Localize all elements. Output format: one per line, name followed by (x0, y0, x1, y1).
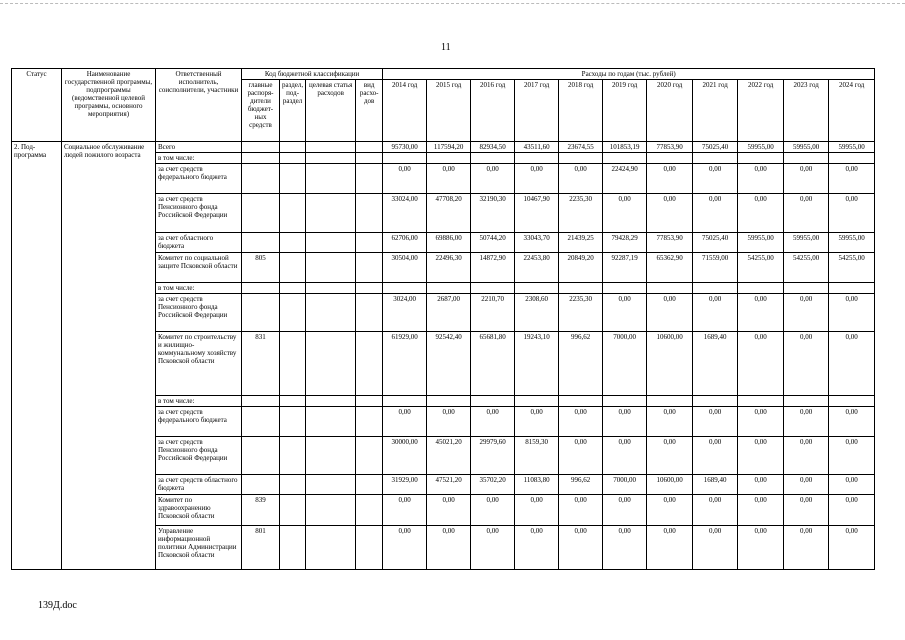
value-cell: 0,00 (603, 194, 647, 233)
value-cell: 43511,60 (515, 142, 559, 153)
section-cell (280, 142, 306, 153)
value-cell: 32190,30 (471, 194, 515, 233)
value-cell: 20849,20 (559, 253, 603, 283)
value-cell (471, 153, 515, 164)
scan-border-line (0, 3, 905, 4)
value-cell: 0,00 (559, 164, 603, 194)
value-cell: 79428,29 (603, 233, 647, 253)
value-cell: 0,00 (559, 526, 603, 570)
expense-type-cell (356, 283, 383, 294)
row-label-cell: в том числе: (156, 153, 242, 164)
budget-code-cell (242, 283, 280, 294)
target-item-cell (306, 164, 356, 194)
value-cell: 0,00 (559, 437, 603, 475)
budget-table (11, 68, 875, 570)
target-item-cell (306, 475, 356, 495)
section-cell (280, 396, 306, 407)
value-cell: 0,00 (427, 526, 471, 570)
value-cell: 2235,30 (559, 194, 603, 233)
value-cell (693, 153, 738, 164)
value-cell: 23674,55 (559, 142, 603, 153)
value-cell: 0,00 (383, 407, 427, 437)
value-cell: 0,00 (427, 407, 471, 437)
value-cell: 0,00 (515, 526, 559, 570)
budget-code-cell (242, 153, 280, 164)
value-cell: 0,00 (693, 294, 738, 332)
status-cell: 2. Под-программа (12, 142, 62, 570)
expense-type-cell (356, 294, 383, 332)
section-cell (280, 283, 306, 294)
value-cell: 0,00 (647, 194, 693, 233)
row-label-cell: Комитет по строительству и жилищно-коммунальному хозяйству Псковской области (156, 332, 242, 396)
section-cell (280, 294, 306, 332)
program-name-cell: Социальное обслуживание людей пожилого возраста (62, 142, 156, 570)
section-cell (280, 253, 306, 283)
value-cell: 0,00 (829, 164, 875, 194)
budget-code-cell (242, 475, 280, 495)
value-cell: 7000,00 (603, 332, 647, 396)
value-cell (515, 283, 559, 294)
header-status: Статус (12, 69, 62, 142)
value-cell: 0,00 (647, 526, 693, 570)
value-cell: 45021,20 (427, 437, 471, 475)
value-cell: 2687,00 (427, 294, 471, 332)
value-cell: 77853,90 (647, 142, 693, 153)
value-cell: 0,00 (738, 294, 784, 332)
section-cell (280, 153, 306, 164)
section-cell (280, 332, 306, 396)
value-cell (693, 283, 738, 294)
value-cell: 0,00 (738, 437, 784, 475)
budget-code-cell (242, 407, 280, 437)
value-cell: 0,00 (738, 475, 784, 495)
row-label-cell: за счет средств областного бюджета (156, 475, 242, 495)
value-cell (829, 283, 875, 294)
header-expenses: Расходы по годам (тыс. рублей) (383, 69, 875, 80)
header-section: раздел, под-раздел (280, 80, 306, 142)
expense-type-cell (356, 233, 383, 253)
value-cell: 2210,70 (471, 294, 515, 332)
value-cell: 33043,70 (515, 233, 559, 253)
value-cell: 0,00 (829, 294, 875, 332)
value-cell: 3024,00 (383, 294, 427, 332)
value-cell: 92287,19 (603, 253, 647, 283)
value-cell (603, 283, 647, 294)
budget-code-cell: 831 (242, 332, 280, 396)
value-cell: 0,00 (515, 407, 559, 437)
value-cell (559, 153, 603, 164)
page-number: 11 (441, 42, 451, 53)
table-body (12, 142, 875, 570)
value-cell (784, 396, 829, 407)
budget-code-cell (242, 142, 280, 153)
value-cell: 0,00 (471, 526, 515, 570)
value-cell: 0,00 (383, 164, 427, 194)
value-cell: 10600,00 (647, 332, 693, 396)
section-cell (280, 233, 306, 253)
value-cell (647, 283, 693, 294)
value-cell: 0,00 (383, 526, 427, 570)
value-cell: 0,00 (738, 332, 784, 396)
budget-code-cell (242, 294, 280, 332)
value-cell: 0,00 (784, 437, 829, 475)
value-cell: 0,00 (784, 495, 829, 526)
value-cell: 0,00 (471, 495, 515, 526)
target-item-cell (306, 142, 356, 153)
table-row (12, 142, 875, 153)
budget-code-cell (242, 194, 280, 233)
budget-code-cell (242, 437, 280, 475)
value-cell: 59955,00 (784, 233, 829, 253)
value-cell: 0,00 (603, 437, 647, 475)
value-cell: 996,62 (559, 332, 603, 396)
value-cell: 0,00 (559, 495, 603, 526)
value-cell (427, 396, 471, 407)
target-item-cell (306, 407, 356, 437)
row-label-cell: в том числе: (156, 396, 242, 407)
value-cell: 0,00 (693, 495, 738, 526)
value-cell (829, 396, 875, 407)
value-cell (515, 153, 559, 164)
target-item-cell (306, 194, 356, 233)
value-cell: 0,00 (829, 495, 875, 526)
value-cell: 22453,80 (515, 253, 559, 283)
value-cell: 82934,50 (471, 142, 515, 153)
year-header: 2018 год (559, 80, 603, 142)
value-cell: 61929,00 (383, 332, 427, 396)
value-cell (515, 396, 559, 407)
row-label-cell: Комитет по здравоохранению Псковской области (156, 495, 242, 526)
value-cell (559, 283, 603, 294)
value-cell: 47521,20 (427, 475, 471, 495)
value-cell: 59955,00 (784, 142, 829, 153)
value-cell: 0,00 (647, 495, 693, 526)
value-cell: 10600,00 (647, 475, 693, 495)
value-cell: 0,00 (471, 164, 515, 194)
header-row-1 (12, 69, 875, 80)
value-cell: 69886,00 (427, 233, 471, 253)
value-cell: 10467,90 (515, 194, 559, 233)
expense-type-cell (356, 332, 383, 396)
expense-type-cell (356, 475, 383, 495)
value-cell: 0,00 (515, 495, 559, 526)
value-cell: 0,00 (784, 475, 829, 495)
value-cell: 0,00 (515, 164, 559, 194)
section-cell (280, 164, 306, 194)
value-cell: 0,00 (829, 475, 875, 495)
value-cell: 59955,00 (738, 142, 784, 153)
value-cell (603, 396, 647, 407)
value-cell: 0,00 (829, 407, 875, 437)
value-cell (784, 283, 829, 294)
value-cell (647, 396, 693, 407)
section-cell (280, 475, 306, 495)
header-target-item: целевая статья расходов (306, 80, 356, 142)
value-cell: 0,00 (693, 164, 738, 194)
value-cell: 0,00 (829, 332, 875, 396)
value-cell: 0,00 (738, 526, 784, 570)
value-cell: 0,00 (784, 407, 829, 437)
expense-type-cell (356, 396, 383, 407)
value-cell: 0,00 (738, 495, 784, 526)
value-cell: 75025,40 (693, 142, 738, 153)
value-cell: 47708,20 (427, 194, 471, 233)
row-label-cell: за счет средств Пенсионного фонда Российской Федерации (156, 194, 242, 233)
year-header: 2017 год (515, 80, 559, 142)
target-item-cell (306, 153, 356, 164)
header-expense-type: вид расхо-дов (356, 80, 383, 142)
value-cell: 0,00 (427, 495, 471, 526)
value-cell: 22496,30 (427, 253, 471, 283)
value-cell (559, 396, 603, 407)
target-item-cell (306, 526, 356, 570)
value-cell: 65362,90 (647, 253, 693, 283)
value-cell: 35702,20 (471, 475, 515, 495)
budget-code-cell (242, 233, 280, 253)
value-cell: 0,00 (829, 194, 875, 233)
expense-type-cell (356, 437, 383, 475)
budget-code-cell (242, 164, 280, 194)
row-label-cell: Комитет по социальной защите Псковской области (156, 253, 242, 283)
value-cell: 0,00 (603, 526, 647, 570)
target-item-cell (306, 294, 356, 332)
target-item-cell (306, 233, 356, 253)
value-cell: 54255,00 (784, 253, 829, 283)
value-cell: 0,00 (603, 407, 647, 437)
value-cell (829, 153, 875, 164)
value-cell: 117594,20 (427, 142, 471, 153)
header-main-managers: главные распоря-дители бюджет-ных средств (242, 80, 280, 142)
value-cell: 92542,40 (427, 332, 471, 396)
value-cell: 62706,00 (383, 233, 427, 253)
year-header: 2023 год (784, 80, 829, 142)
value-cell (738, 396, 784, 407)
value-cell: 0,00 (784, 194, 829, 233)
section-cell (280, 437, 306, 475)
value-cell (383, 396, 427, 407)
year-header: 2019 год (603, 80, 647, 142)
value-cell: 59955,00 (829, 233, 875, 253)
row-label-cell: в том числе: (156, 283, 242, 294)
section-cell (280, 526, 306, 570)
expense-type-cell (356, 526, 383, 570)
section-cell (280, 194, 306, 233)
expense-type-cell (356, 407, 383, 437)
value-cell (471, 396, 515, 407)
year-header: 2016 год (471, 80, 515, 142)
value-cell: 11083,80 (515, 475, 559, 495)
expense-type-cell (356, 495, 383, 526)
value-cell: 59955,00 (738, 233, 784, 253)
section-cell (280, 407, 306, 437)
value-cell: 2235,30 (559, 294, 603, 332)
value-cell: 0,00 (784, 332, 829, 396)
value-cell (784, 153, 829, 164)
value-cell (471, 283, 515, 294)
value-cell: 14872,90 (471, 253, 515, 283)
value-cell: 7000,00 (603, 475, 647, 495)
value-cell: 0,00 (693, 194, 738, 233)
value-cell: 30504,00 (383, 253, 427, 283)
value-cell: 101853,19 (603, 142, 647, 153)
value-cell: 0,00 (559, 407, 603, 437)
expense-type-cell (356, 194, 383, 233)
value-cell: 0,00 (427, 164, 471, 194)
target-item-cell (306, 283, 356, 294)
value-cell: 0,00 (383, 495, 427, 526)
expense-type-cell (356, 153, 383, 164)
value-cell: 0,00 (603, 294, 647, 332)
year-header: 2022 год (738, 80, 784, 142)
row-label-cell: за счет средств Пенсионного фонда Российской Федерации (156, 294, 242, 332)
year-header: 2024 год (829, 80, 875, 142)
value-cell (383, 153, 427, 164)
year-header: 2020 год (647, 80, 693, 142)
row-label-cell: за счет областного бюджета (156, 233, 242, 253)
value-cell: 0,00 (693, 526, 738, 570)
value-cell: 0,00 (784, 164, 829, 194)
value-cell: 0,00 (693, 437, 738, 475)
value-cell: 59955,00 (829, 142, 875, 153)
value-cell (647, 153, 693, 164)
value-cell: 95730,00 (383, 142, 427, 153)
target-item-cell (306, 495, 356, 526)
value-cell: 75025,40 (693, 233, 738, 253)
row-label-cell: за счет средств федерального бюджета (156, 407, 242, 437)
value-cell (427, 283, 471, 294)
value-cell: 31929,00 (383, 475, 427, 495)
value-cell: 33024,00 (383, 194, 427, 233)
expense-type-cell (356, 142, 383, 153)
target-item-cell (306, 253, 356, 283)
value-cell: 1689,40 (693, 332, 738, 396)
value-cell (738, 153, 784, 164)
value-cell: 0,00 (647, 437, 693, 475)
value-cell (738, 283, 784, 294)
budget-code-cell: 839 (242, 495, 280, 526)
year-header: 2021 год (693, 80, 738, 142)
value-cell: 2308,60 (515, 294, 559, 332)
year-header: 2015 год (427, 80, 471, 142)
value-cell: 29979,60 (471, 437, 515, 475)
value-cell (603, 153, 647, 164)
value-cell: 22424,90 (603, 164, 647, 194)
value-cell: 19243,10 (515, 332, 559, 396)
value-cell: 21439,25 (559, 233, 603, 253)
budget-code-cell: 801 (242, 526, 280, 570)
year-header: 2014 год (383, 80, 427, 142)
value-cell: 0,00 (647, 164, 693, 194)
target-item-cell (306, 437, 356, 475)
budget-code-cell (242, 396, 280, 407)
value-cell: 0,00 (829, 526, 875, 570)
value-cell (383, 283, 427, 294)
value-cell: 77853,90 (647, 233, 693, 253)
row-label-cell: за счет средств Пенсионного фонда Российской Федерации (156, 437, 242, 475)
row-label-cell: Управление информационной политики Администрации Псковской области (156, 526, 242, 570)
value-cell: 50744,20 (471, 233, 515, 253)
header-responsible: Ответственный исполнитель, соисполнители, участники (156, 69, 242, 142)
value-cell: 996,62 (559, 475, 603, 495)
value-cell: 0,00 (829, 437, 875, 475)
value-cell: 54255,00 (829, 253, 875, 283)
value-cell: 0,00 (784, 526, 829, 570)
section-cell (280, 495, 306, 526)
expense-type-cell (356, 164, 383, 194)
budget-code-cell: 805 (242, 253, 280, 283)
header-program-name: Наименование государственной программы, подпрограммы (ведомственной целевой программы, основного мероприятия) (62, 69, 156, 142)
value-cell: 0,00 (603, 495, 647, 526)
value-cell: 1689,40 (693, 475, 738, 495)
header-budget-code: Код бюджетной классификации (242, 69, 383, 80)
target-item-cell (306, 332, 356, 396)
value-cell: 0,00 (738, 164, 784, 194)
value-cell: 30000,00 (383, 437, 427, 475)
row-label-cell: за счет средств федерального бюджета (156, 164, 242, 194)
value-cell: 0,00 (647, 407, 693, 437)
value-cell: 0,00 (738, 407, 784, 437)
value-cell: 71559,00 (693, 253, 738, 283)
target-item-cell (306, 396, 356, 407)
value-cell: 8159,30 (515, 437, 559, 475)
footer-filename: 139Д.doc (38, 600, 77, 611)
value-cell: 0,00 (784, 294, 829, 332)
value-cell: 65681,80 (471, 332, 515, 396)
value-cell: 54255,00 (738, 253, 784, 283)
value-cell: 0,00 (471, 407, 515, 437)
value-cell: 0,00 (647, 294, 693, 332)
value-cell: 0,00 (693, 407, 738, 437)
expense-type-cell (356, 253, 383, 283)
value-cell (427, 153, 471, 164)
value-cell (693, 396, 738, 407)
value-cell: 0,00 (738, 194, 784, 233)
row-label-cell: Всего (156, 142, 242, 153)
